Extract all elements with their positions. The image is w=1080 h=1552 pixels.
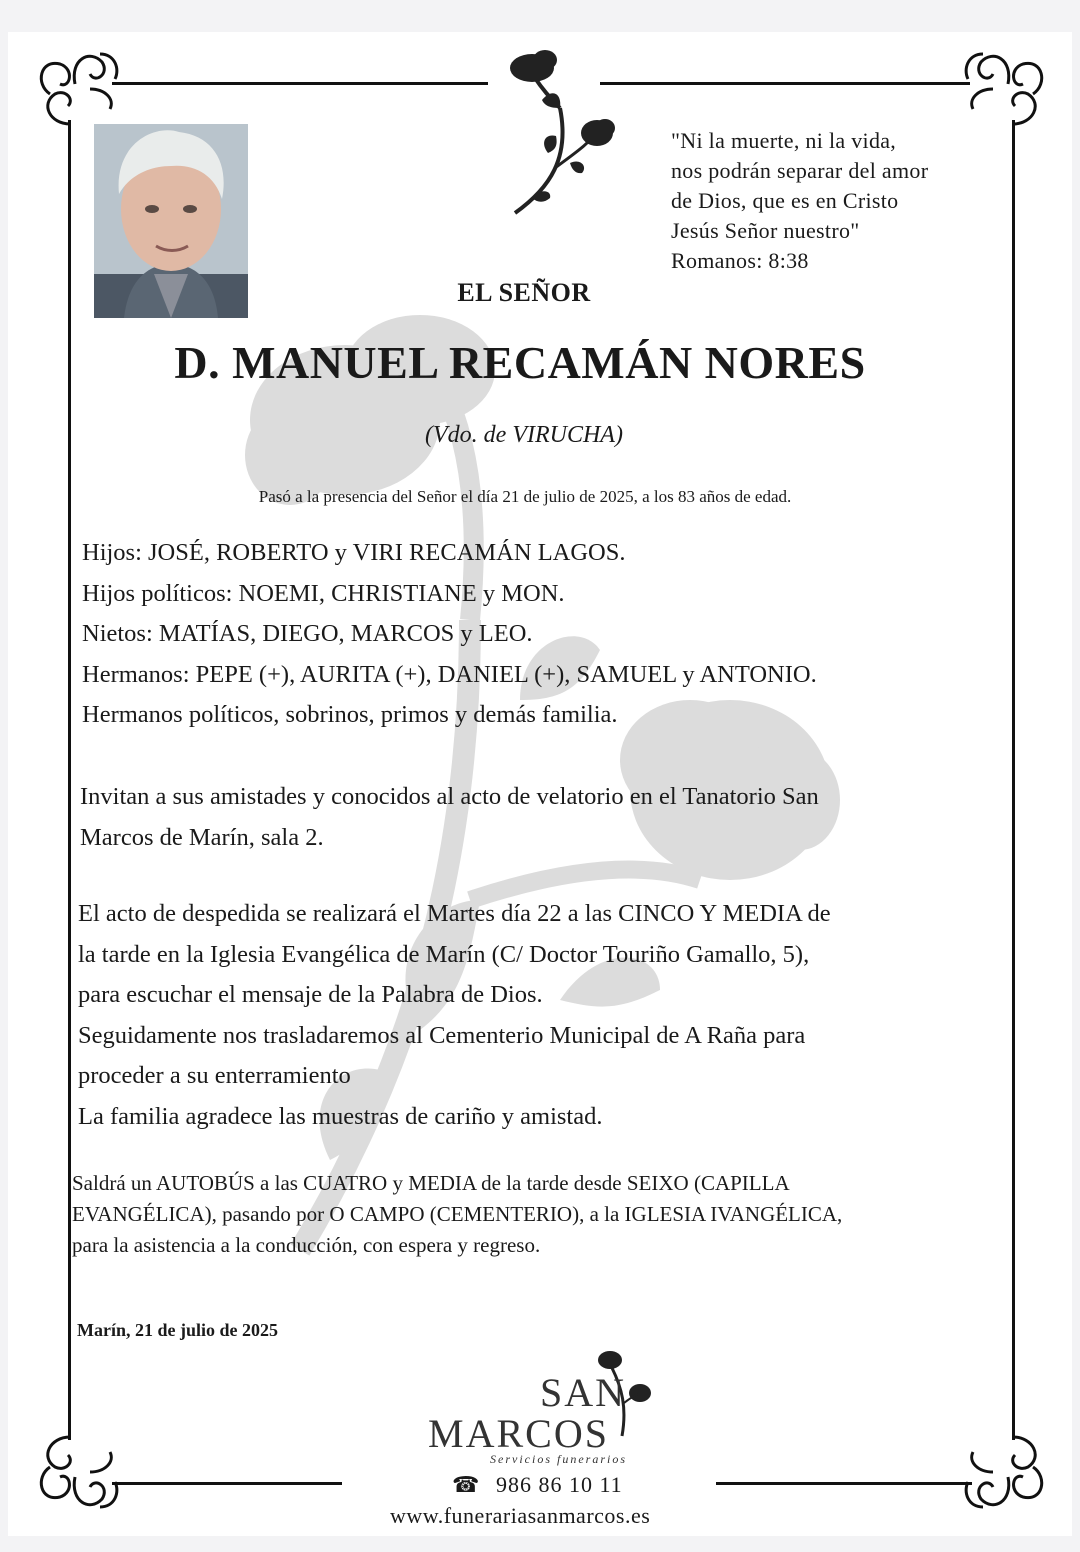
quote-line: Jesús Señor nuestro"	[671, 218, 860, 243]
quote-line: "Ni la muerte, ni la vida,	[671, 128, 897, 153]
bus-line: EVANGÉLICA), pasando por O CAMPO (CEMENTERIO), a la IGLESIA IVANGÉLICA,	[72, 1202, 843, 1226]
brand-logo-marcos: MARCOS	[428, 1411, 609, 1456]
website-link[interactable]: www.funerariasanmarcos.es	[390, 1503, 651, 1528]
ceremony-line: la tarde en la Iglesia Evangélica de Marín (C/ Doctor Touriño Gamallo, 5),	[78, 940, 810, 968]
family-line: Hermanos políticos, sobrinos, primos y demás familia.	[82, 701, 618, 728]
ceremony-line: proceder a su enterramiento	[78, 1062, 351, 1089]
wake-paragraph	[80, 777, 990, 858]
phone-number[interactable]: 986 86 10 11	[496, 1472, 623, 1497]
passing-statement: Pasó a la presencia del Señor el día 21 de julio de 2025, a los 83 años de edad.	[258, 487, 792, 506]
frame-top-right	[600, 82, 970, 85]
frame-top-left	[112, 82, 488, 85]
quote-line: de Dios, que es en Cristo	[671, 188, 899, 213]
family-line: Hijos políticos: NOEMI, CHRISTIANE y MON.	[82, 579, 565, 607]
brand-logo-san: SAN	[540, 1370, 627, 1415]
spouse-note: (Vdo. de VIRUCHA)	[425, 422, 623, 448]
phone-icon: ☎	[452, 1472, 481, 1497]
bus-line: para la asistencia a la conducción, con espera y regreso.	[72, 1233, 541, 1257]
ceremony-line: La familia agradece las muestras de cariño y amistad.	[78, 1102, 603, 1130]
frame-bottom-left	[112, 1482, 342, 1485]
intro-title: EL SEÑOR	[457, 278, 591, 307]
portrait-photo	[94, 124, 248, 318]
family-line: Hermanos: PEPE (+), AURITA (+), DANIEL (+), SAMUEL y ANTONIO.	[82, 660, 817, 688]
family-list	[82, 533, 982, 736]
family-line: Nietos: MATÍAS, DIEGO, MARCOS y LEO.	[82, 620, 533, 647]
wake-line: Invitan a sus amistades y conocidos al acto de velatorio en el Tanatorio San	[80, 783, 819, 810]
bus-notice	[72, 1168, 1002, 1261]
ceremony-line: El acto de despedida se realizará el Martes día 22 a las CINCO Y MEDIA de	[78, 900, 831, 927]
family-line: Hijos: JOSÉ, ROBERTO y VIRI RECAMÁN LAGOS.	[82, 539, 626, 566]
frame-right	[1012, 120, 1015, 1440]
bible-quote	[671, 126, 991, 276]
wake-line: Marcos de Marín, sala 2.	[80, 823, 324, 851]
ceremony-paragraph	[78, 894, 988, 1137]
corner-scroll-icon	[958, 1422, 1053, 1517]
quote-reference: Romanos: 8:38	[671, 248, 809, 273]
flower-ornament-icon	[500, 48, 620, 218]
corner-scroll-icon	[958, 44, 1053, 139]
frame-left	[68, 120, 71, 1440]
frame-bottom-right	[716, 1482, 972, 1485]
corner-scroll-icon	[30, 1422, 125, 1517]
date-place: Marín, 21 de julio de 2025	[77, 1320, 278, 1340]
quote-line: nos podrán separar del amor	[671, 158, 929, 183]
bus-line: Saldrá un AUTOBÚS a las CUATRO y MEDIA de la tarde desde SEIXO (CAPILLA	[72, 1171, 790, 1195]
phone-row	[452, 1472, 623, 1498]
ceremony-line: Seguidamente nos trasladaremos al Cementerio Municipal de A Raña para	[78, 1021, 806, 1049]
brand-tagline: Servicios funerarios	[490, 1452, 627, 1466]
deceased-name: D. MANUEL RECAMÁN NORES	[174, 337, 866, 388]
ceremony-line: para escuchar el mensaje de la Palabra de Dios.	[78, 981, 543, 1008]
